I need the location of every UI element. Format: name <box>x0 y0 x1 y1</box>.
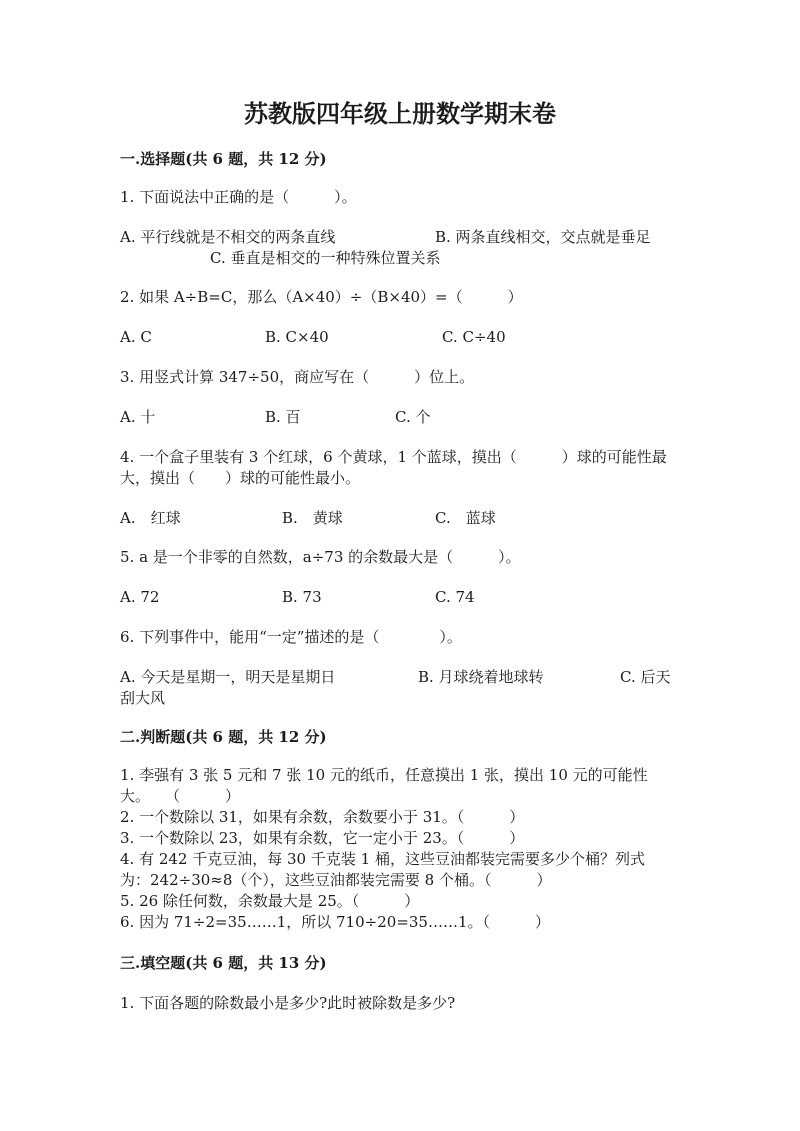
judgment-line: 1. 李强有 3 张 5 元和 7 张 10 元的纸币，任意摸出 1 张，摸出 10 元的可能性 <box>120 766 648 784</box>
judgment-line: 5. 26 除任何数，余数最大是 25。（ ） <box>120 892 420 910</box>
option-a: A. 今天是星期一，明天是星期日 <box>120 668 336 686</box>
option-a: A. 72 <box>120 588 160 606</box>
judgment-line: 3. 一个数除以 23，如果有余数，它一定小于 23。（ ） <box>120 829 525 847</box>
option-a: A. 红球 <box>120 509 181 527</box>
option-b: B. 73 <box>282 588 322 606</box>
option-c: C. 后天 <box>620 668 671 686</box>
section-heading-judgment: 二.判断题(共 6 题，共 12 分) <box>120 728 327 746</box>
option-b: B. C×40 <box>265 328 329 346</box>
option-c: C. C÷40 <box>442 328 506 346</box>
question-text: 5. a 是一个非零的自然数，a÷73 的余数最大是（ ）。 <box>120 548 521 566</box>
question-text: 6. 下列事件中，能用“一定”描述的是（ ）。 <box>120 628 462 646</box>
option-a: A. C <box>120 328 152 346</box>
fill-in-question: 1. 下面各题的除数最小是多少?此时被除数是多少? <box>120 994 456 1012</box>
option-a: A. 平行线就是不相交的两条直线 <box>120 228 336 246</box>
judgment-line: 大。 （ ） <box>120 787 241 805</box>
page-title: 苏教版四年级上册数学期末卷 <box>244 99 556 128</box>
judgment-line: 为：242÷30≈8（个），这些豆油都装完需要 8 个桶。（ ） <box>120 871 552 889</box>
judgment-line: 4. 有 242 千克豆油，每 30 千克装 1 桶，这些豆油都装完需要多少个桶？列式 <box>120 850 645 868</box>
option-b: B. 黄球 <box>282 509 343 527</box>
judgment-line: 2. 一个数除以 31，如果有余数，余数要小于 31。（ ） <box>120 808 525 826</box>
question-text: 2. 如果 A÷B=C，那么（A×40）÷（B×40）=（ ） <box>120 288 523 306</box>
option-b: B. 月球绕着地球转 <box>418 668 544 686</box>
option-c: C. 垂直是相交的一种特殊位置关系 <box>210 249 441 267</box>
option-b: B. 百 <box>265 408 301 426</box>
judgment-line: 6. 因为 71÷2=35……1，所以 710÷20=35……1。（ ） <box>120 913 550 931</box>
option-c: C. 个 <box>395 408 431 426</box>
option-c: C. 蓝球 <box>435 509 496 527</box>
question-text: 1. 下面说法中正确的是（ ）。 <box>120 188 357 206</box>
option-a: A. 十 <box>120 408 156 426</box>
option-c-continued: 刮大风 <box>120 689 166 707</box>
question-text-line: 大，摸出（ ）球的可能性最小。 <box>120 469 361 487</box>
section-heading-choice: 一.选择题(共 6 题，共 12 分) <box>120 150 327 168</box>
option-c: C. 74 <box>435 588 475 606</box>
question-text: 3. 用竖式计算 347÷50，商应写在（ ）位上。 <box>120 368 475 386</box>
question-text-line: 4. 一个盒子里装有 3 个红球，6 个黄球，1 个蓝球，摸出（ ）球的可能性最 <box>120 448 667 466</box>
section-heading-fill-in: 三.填空题(共 6 题，共 13 分) <box>120 954 327 972</box>
option-b: B. 两条直线相交，交点就是垂足 <box>435 228 651 246</box>
